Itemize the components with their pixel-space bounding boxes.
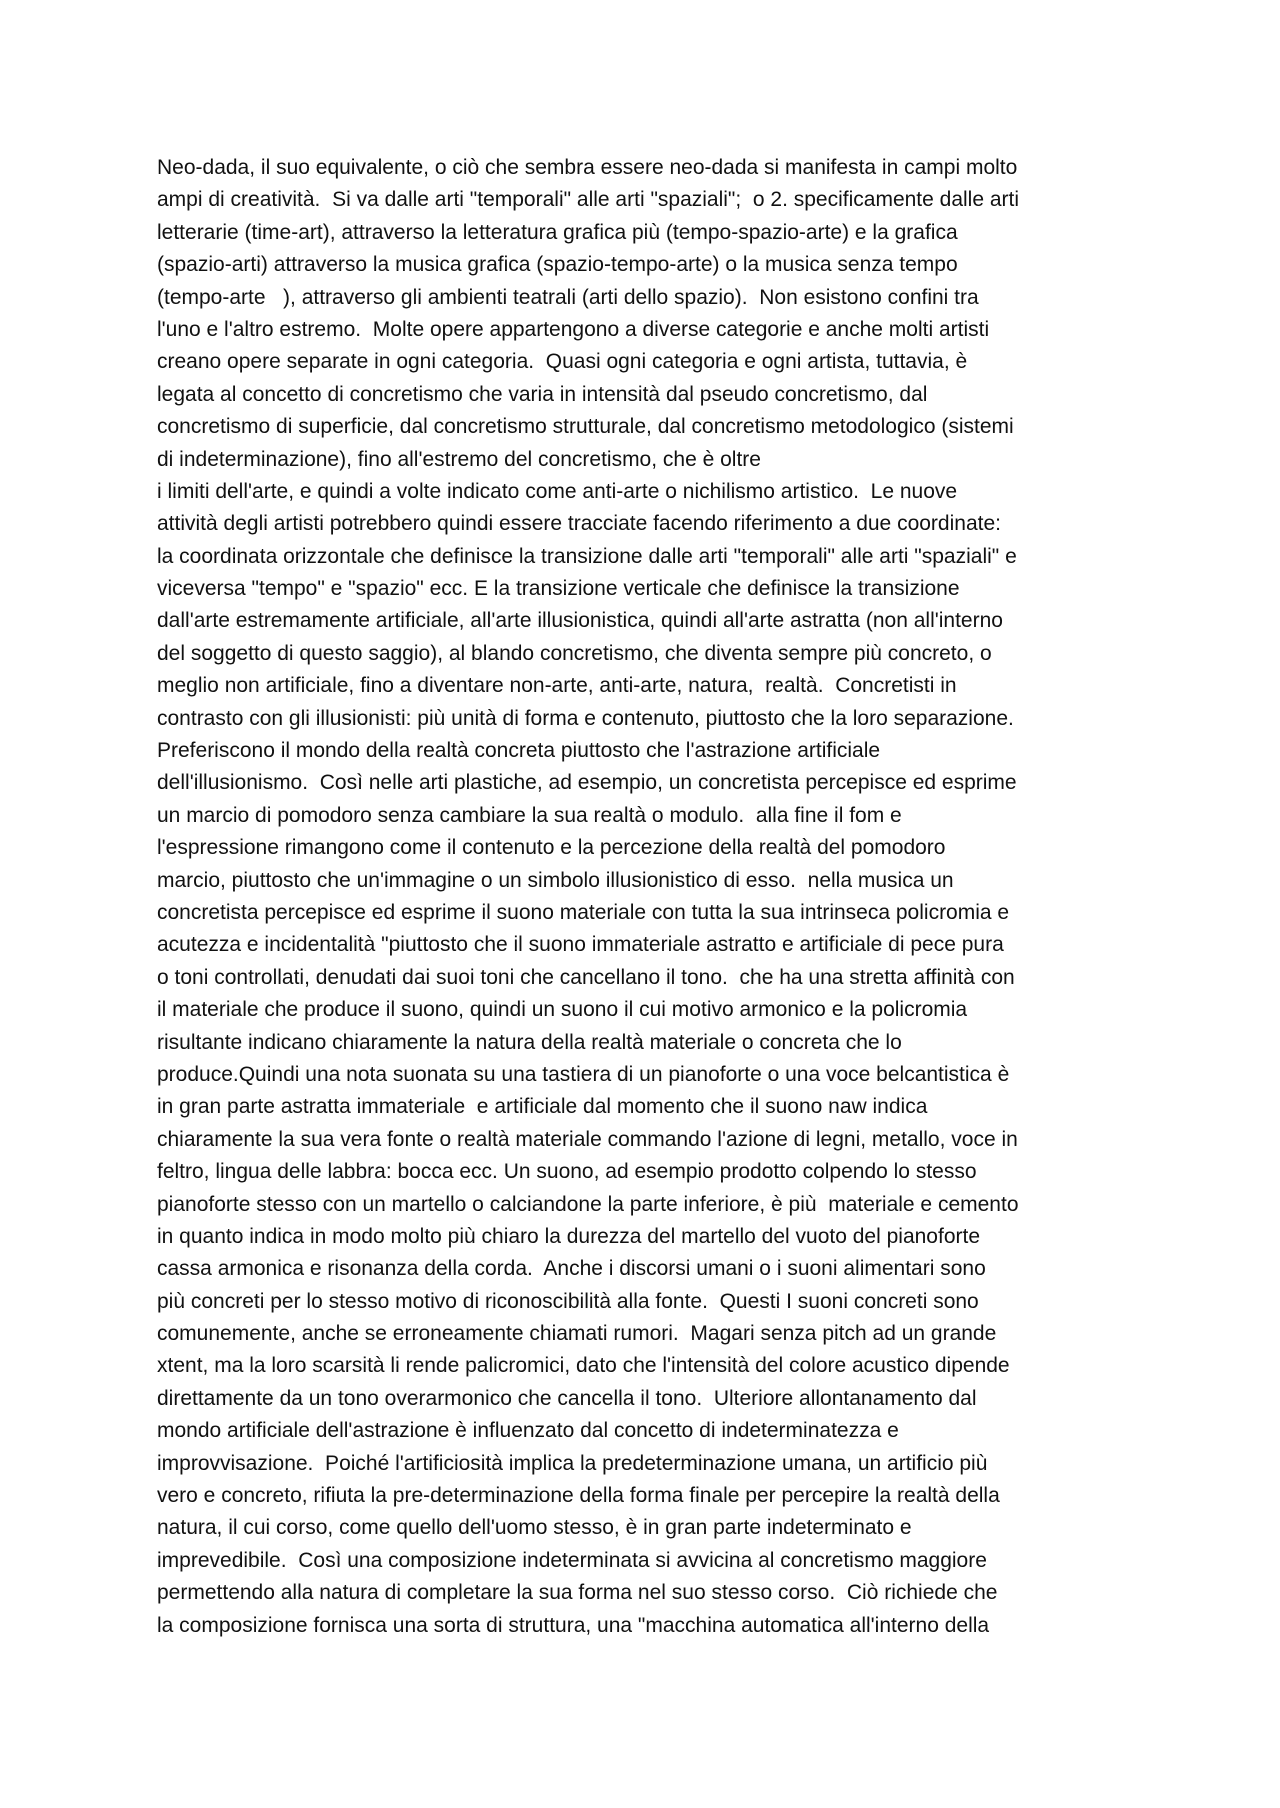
text-line: produce.Quindi una nota suonata su una tastiera di un pianoforte o una voce belcantistica è [157, 1062, 1010, 1086]
text-line: un marcio di pomodoro senza cambiare la sua realtà o modulo. alla fine il fom e [157, 803, 902, 827]
text-line: mondo artificiale dell'astrazione è influenzato dal concetto di indeterminatezza e [157, 1419, 899, 1443]
text-line: meglio non artificiale, fino a diventare non-arte, anti-arte, natura, realtà. Concretisti in [157, 674, 957, 698]
text-line: più concreti per lo stesso motivo di riconoscibilità alla fonte. Questi I suoni concreti sono [157, 1289, 979, 1313]
text-line: in gran parte astratta immateriale e artificiale dal momento che il suono naw indica [157, 1095, 928, 1119]
text-line: direttamente da un tono overarmonico che cancella il tono. Ulteriore allontanamento dal [157, 1386, 977, 1410]
text-line: risultante indicano chiaramente la natura della realtà materiale o concreta che lo [157, 1030, 902, 1054]
text-line: (tempo-arte ), attraverso gli ambienti teatrali (arti dello spazio). Non esistono confini tra [157, 285, 979, 309]
text-line: l'uno e l'altro estremo. Molte opere appartengono a diverse categorie e anche molti artisti [157, 317, 990, 341]
text-line: acutezza e incidentalità "piuttosto che il suono immateriale astratto e artificiale di pece pura [157, 933, 1004, 957]
text-line: vero e concreto, rifiuta la pre-determinazione della forma finale per percepire la realtà della [157, 1484, 1000, 1508]
text-line: (spazio-arti) attraverso la musica grafica (spazio-tempo-arte) o la musica senza tempo [157, 253, 958, 277]
text-line: concretismo di superficie, dal concretismo strutturale, dal concretismo metodologico (sistemi [157, 415, 1014, 439]
text-line: xtent, ma la loro scarsità li rende palicromici, dato che l'intensità del colore acustico dipende [157, 1354, 1010, 1378]
text-line: la composizione fornisca una sorta di struttura, una "macchina automatica all'interno della [157, 1613, 990, 1637]
text-line: di indeterminazione), fino all'estremo del concretismo, che è oltre [157, 447, 761, 471]
text-line: imprevedibile. Così una composizione indeterminata si avvicina al concretismo maggiore [157, 1548, 987, 1572]
text-line: creano opere separate in ogni categoria. Quasi ogni categoria e ogni artista, tuttavia, è [157, 350, 968, 374]
text-line: comunemente, anche se erroneamente chiamati rumori. Magari senza pitch ad un grande [157, 1322, 997, 1346]
text-line: il materiale che produce il suono, quindi un suono il cui motivo armonico e la policromia [157, 998, 968, 1022]
text-line: legata al concetto di concretismo che varia in intensità dal pseudo concretismo, dal [157, 382, 928, 406]
text-line: concretista percepisce ed esprime il suono materiale con tutta la sua intrinseca policromia e [157, 900, 1010, 924]
text-line: viceversa "tempo" e "spazio" ecc. E la transizione verticale che definisce la transizione [157, 577, 960, 601]
text-line: pianoforte stesso con un martello o calciandone la parte inferiore, è più materiale e cemento [157, 1192, 1019, 1216]
text-line: marcio, piuttosto che un'immagine o un simbolo illusionistico di esso. nella musica un [157, 868, 954, 892]
text-line: letterarie (time-art), attraverso la letteratura grafica più (tempo-spazio-arte) e la grafica [157, 220, 958, 244]
text-line: chiaramente la sua vera fonte o realtà materiale commando l'azione di legni, metallo, voce in [157, 1127, 1018, 1151]
text-line: in quanto indica in modo molto più chiaro la durezza del martello del vuoto del pianoforte [157, 1224, 980, 1248]
text-line: permettendo alla natura di completare la sua forma nel suo stesso corso. Ciò richiede che [157, 1581, 998, 1605]
body-text [157, 152, 1157, 1642]
text-line: l'espressione rimangono come il contenuto e la percezione della realtà del pomodoro [157, 836, 946, 860]
text-line: contrasto con gli illusionisti: più unità di forma e contenuto, piuttosto che la loro separazione. [157, 706, 1014, 730]
text-line: improvvisazione. Poiché l'artificiosità implica la predeterminazione umana, un artificio più [157, 1451, 988, 1475]
text-line: Preferiscono il mondo della realtà concreta piuttosto che l'astrazione artificiale [157, 739, 881, 763]
text-line: attività degli artisti potrebbero quindi essere tracciate facendo riferimento a due coordinate: [157, 512, 1001, 536]
text-line: la coordinata orizzontale che definisce la transizione dalle arti "temporali" alle arti "spaziali" e [157, 544, 1017, 568]
text-line: ampi di creatività. Si va dalle arti "temporali" alle arti "spaziali"; o 2. specificamente dalle arti [157, 188, 1020, 212]
text-line: i limiti dell'arte, e quindi a volte indicato come anti-arte o nichilismo artistico. Le nuove [157, 479, 958, 503]
text-line: cassa armonica e risonanza della corda. Anche i discorsi umani o i suoni alimentari sono [157, 1257, 986, 1281]
text-line: dall'arte estremamente artificiale, all'arte illusionistica, quindi all'arte astratta (non all'interno [157, 609, 1003, 633]
text-line: Neo-dada, il suo equivalente, o ciò che sembra essere neo-dada si manifesta in campi molto [157, 156, 1018, 179]
text-line: dell'illusionismo. Così nelle arti plastiche, ad esempio, un concretista percepisce ed esprime [157, 771, 1017, 795]
text-line: del soggetto di questo saggio), al blando concretismo, che diventa sempre più concreto, o [157, 641, 992, 665]
text-line: o toni controllati, denudati dai suoi toni che cancellano il tono. che ha una stretta affinità con [157, 965, 1015, 989]
text-line: natura, il cui corso, come quello dell'uomo stesso, è in gran parte indeterminato e [157, 1516, 912, 1540]
text-line: feltro, lingua delle labbra: bocca ecc. Un suono, ad esempio prodotto colpendo lo stesso [157, 1160, 977, 1184]
